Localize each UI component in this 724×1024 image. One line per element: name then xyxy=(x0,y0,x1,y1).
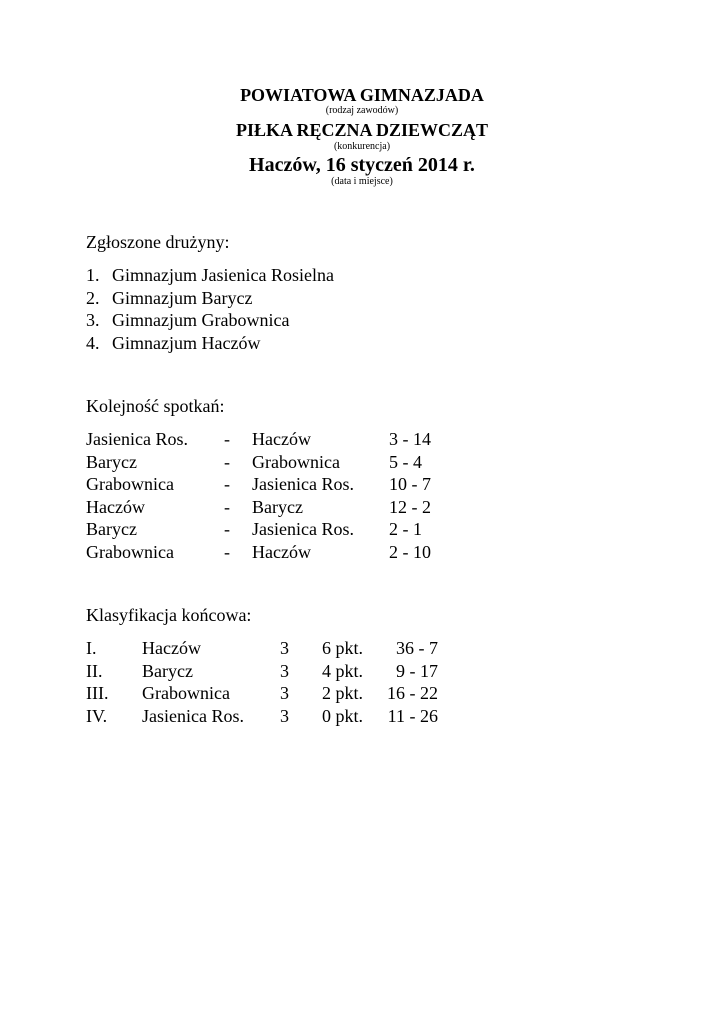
standings-title: Klasyfikacja końcowa: xyxy=(86,605,252,625)
standing-games: 3 xyxy=(280,638,289,658)
standing-team: Barycz xyxy=(142,660,193,681)
match-row xyxy=(86,518,646,541)
match-row xyxy=(86,451,646,474)
teams-title: Zgłoszone drużyny: xyxy=(86,232,230,252)
standing-points: 4 pkt. xyxy=(322,660,364,681)
team-name: Gimnazjum Barycz xyxy=(112,287,253,308)
standing-goals: 11 - 26 xyxy=(387,705,438,726)
standing-games: 3 xyxy=(280,705,289,726)
standing-rank: I. xyxy=(86,638,97,658)
standing-points: 0 pkt. xyxy=(322,705,364,726)
standing-rank: IV. xyxy=(86,705,108,726)
match-home-team: Barycz xyxy=(86,451,137,472)
match-row xyxy=(86,473,646,496)
team-number: 3. xyxy=(86,310,100,330)
team-row xyxy=(86,264,646,287)
standing-games: 3 xyxy=(280,660,289,681)
match-separator: - xyxy=(224,429,230,449)
discipline-caption: (konkurencja) xyxy=(333,141,391,152)
standing-row xyxy=(86,637,646,660)
match-home-team: Jasienica Ros. xyxy=(86,429,188,449)
matches-title: Kolejność spotkań: xyxy=(86,396,225,416)
match-score: 3 - 14 xyxy=(389,429,431,449)
teams-section xyxy=(86,231,646,354)
match-row xyxy=(86,541,646,564)
standing-goals: 16 - 22 xyxy=(387,683,438,703)
match-away-team: Haczów xyxy=(252,541,311,562)
team-name: Gimnazjum Grabownica xyxy=(112,310,290,330)
standings-section xyxy=(86,604,646,727)
date-place-caption: (data i miejsce) xyxy=(331,176,393,187)
standing-row xyxy=(86,660,646,683)
match-score: 12 - 2 xyxy=(389,496,431,517)
match-separator: - xyxy=(224,474,230,494)
standing-goals: 9 - 17 xyxy=(396,660,438,681)
match-away-team: Barycz xyxy=(252,496,303,517)
match-separator: - xyxy=(224,519,230,539)
date-place: Haczów, 16 styczeń 2014 r. xyxy=(249,154,475,176)
standing-rank: III. xyxy=(86,683,109,703)
team-name: Gimnazjum Jasienica Rosielna xyxy=(112,265,334,285)
team-row xyxy=(86,332,646,355)
standing-points: 6 pkt. xyxy=(322,638,364,658)
match-row xyxy=(86,496,646,519)
match-away-team: Jasienica Ros. xyxy=(252,474,354,494)
match-separator: - xyxy=(224,541,230,562)
match-home-team: Haczów xyxy=(86,496,145,517)
standing-team: Haczów xyxy=(142,638,201,658)
match-score: 2 - 10 xyxy=(389,541,431,562)
match-home-team: Grabownica xyxy=(86,474,174,494)
standing-rank: II. xyxy=(86,660,103,681)
match-away-team: Haczów xyxy=(252,429,311,449)
team-row xyxy=(86,309,646,332)
match-score: 10 - 7 xyxy=(389,474,431,494)
match-separator: - xyxy=(224,496,230,517)
standing-team: Jasienica Ros. xyxy=(142,705,244,726)
standing-team: Grabownica xyxy=(142,683,230,703)
standing-row xyxy=(86,705,646,728)
team-number: 2. xyxy=(86,287,100,308)
match-score: 5 - 4 xyxy=(389,451,422,472)
match-home-team: Grabownica xyxy=(86,541,174,562)
team-row xyxy=(86,287,646,310)
team-number: 1. xyxy=(86,265,100,285)
standing-games: 3 xyxy=(280,683,289,703)
match-score: 2 - 1 xyxy=(389,519,422,539)
team-number: 4. xyxy=(86,332,100,353)
event-title: POWIATOWA GIMNAZJADA xyxy=(240,85,484,105)
team-name: Gimnazjum Haczów xyxy=(112,332,261,353)
standing-row xyxy=(86,682,646,705)
match-away-team: Jasienica Ros. xyxy=(252,519,354,539)
discipline-title: PIŁKA RĘCZNA DZIEWCZĄT xyxy=(235,120,489,140)
match-separator: - xyxy=(224,451,230,472)
match-row xyxy=(86,428,646,451)
standing-goals: 36 - 7 xyxy=(396,638,438,658)
standing-points: 2 pkt. xyxy=(322,683,364,703)
match-home-team: Barycz xyxy=(86,519,137,539)
matches-section xyxy=(86,395,646,563)
match-away-team: Grabownica xyxy=(252,451,340,472)
event-caption: (rodzaj zawodów) xyxy=(325,105,399,116)
